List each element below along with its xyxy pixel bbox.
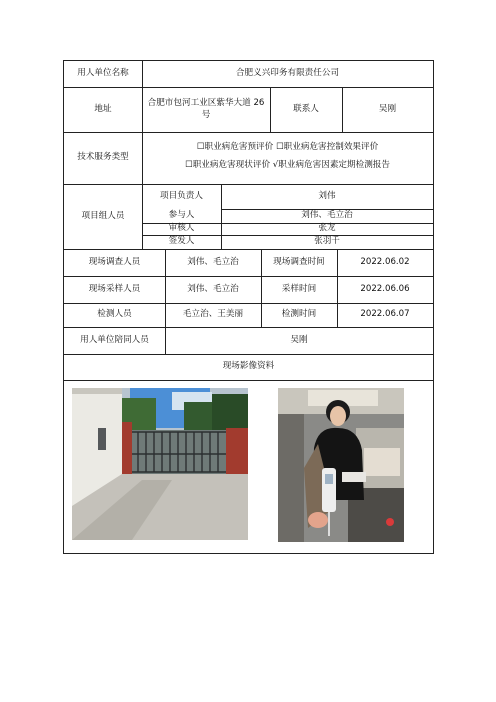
sampling-staff-label: 现场采样人员 xyxy=(88,283,141,294)
record-form-table xyxy=(63,60,434,554)
companion-label: 用人单位陪同人员 xyxy=(80,334,149,345)
factory-gate-photo xyxy=(72,388,248,540)
address-label: 地址 xyxy=(94,103,112,114)
project-lead-label: 项目负责人 xyxy=(160,190,203,201)
service-options-line2: ☐职业病危害现状评价 √职业病危害因素定期检测报告 xyxy=(185,160,390,171)
survey-staff-value: 刘伟、毛立治 xyxy=(187,256,239,267)
testing-staff-value: 毛立治、王美丽 xyxy=(182,309,244,320)
contact-label: 联系人 xyxy=(293,103,319,114)
survey-staff-label: 现场调查人员 xyxy=(88,256,141,267)
reviewer-label: 审核人 xyxy=(168,223,195,234)
testing-time-label: 检测时间 xyxy=(281,309,317,320)
sampling-time-label: 采样时间 xyxy=(281,283,317,294)
address-value: 合肥市包河工业区紫华大道 26 号 xyxy=(147,97,265,120)
service-type-label: 技术服务类型 xyxy=(77,152,129,163)
project-team-label: 项目组人员 xyxy=(81,210,125,221)
photos-label: 现场影像资料 xyxy=(222,361,275,372)
project-lead-value: 刘伟 xyxy=(318,190,336,201)
service-options-line1: ☐职业病危害预评价 ☐职业病危害控制效果评价 xyxy=(196,142,379,153)
survey-time-label: 现场调查时间 xyxy=(273,256,325,267)
reviewer-value: 张龙 xyxy=(318,223,336,234)
employer-label: 用人单位名称 xyxy=(77,68,129,79)
employer-value: 合肥义兴印务有限责任公司 xyxy=(235,68,340,79)
sampling-time-value: 2022.06.06 xyxy=(360,283,410,294)
testing-staff-label: 检测人员 xyxy=(97,309,132,320)
survey-time-value: 2022.06.02 xyxy=(360,256,410,267)
on-site-sampling-photo xyxy=(278,388,404,542)
participants-value: 刘伟、毛立治 xyxy=(301,210,353,221)
testing-time-value: 2022.06.07 xyxy=(360,309,410,320)
issuer-label: 签发人 xyxy=(168,236,195,247)
companion-value: 吴刚 xyxy=(290,334,308,345)
sampling-staff-value: 刘伟、毛立治 xyxy=(187,283,239,294)
contact-value: 吴刚 xyxy=(378,103,397,114)
participants-label: 参与人 xyxy=(168,210,195,221)
issuer-value: 张羽千 xyxy=(314,236,340,247)
